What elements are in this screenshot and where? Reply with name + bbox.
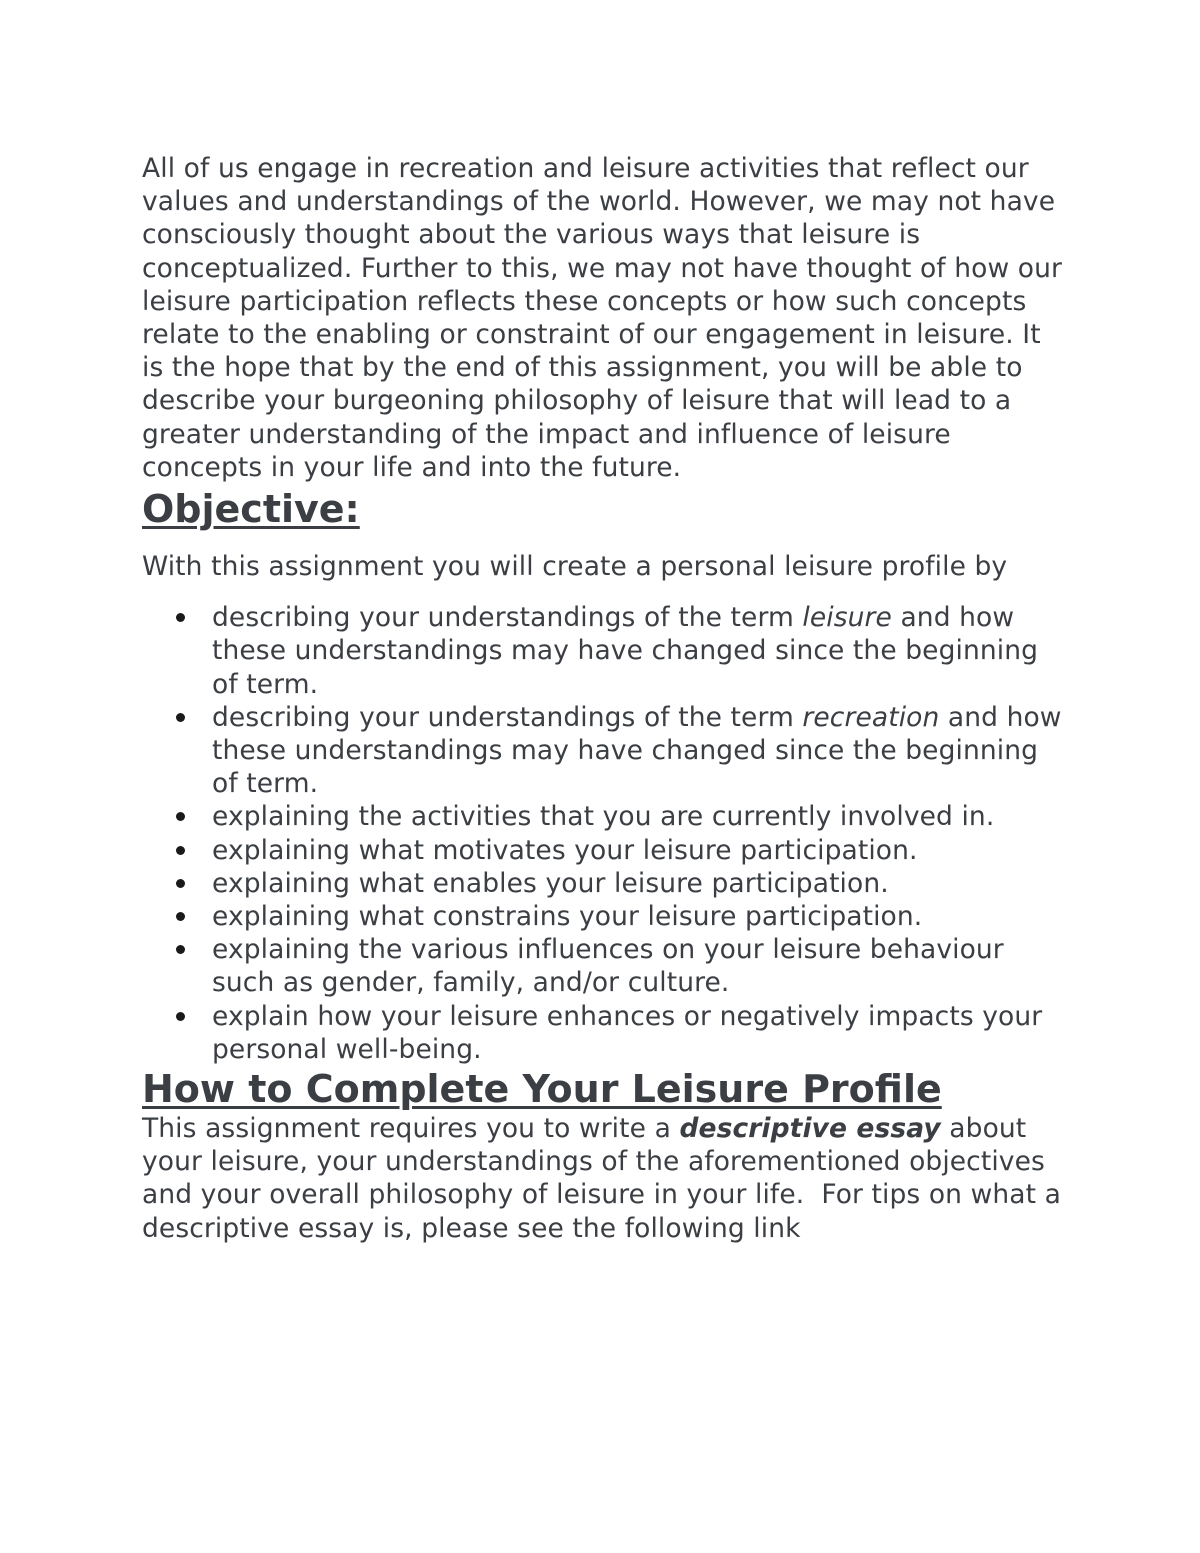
bullet-icon: [176, 713, 185, 722]
howto-heading: How to Complete Your Leisure Profile: [142, 1067, 942, 1112]
list-item: explain how your leisure enhances or negatively impacts your personal well-being.: [212, 1000, 1062, 1066]
objective-intro: With this assignment you will create a personal leisure profile by: [142, 551, 1008, 583]
list-item: explaining what constrains your leisure participation.: [212, 900, 1062, 933]
bullet-icon: [176, 812, 185, 821]
list-item: explaining what enables your leisure participation.: [212, 867, 1062, 900]
bullet-icon: [176, 912, 185, 921]
bullet-icon: [176, 846, 185, 855]
howto-paragraph: This assignment requires you to write a descriptive essay about your leisure, your understandings of the aforementioned objectives and your overall philosophy of leisure in your life. For tips on what a descriptive essay is, please see the following link: [142, 1113, 1061, 1244]
list-item: explaining the various influences on your leisure behaviour such as gender, family, and/or culture.: [212, 933, 1062, 999]
intro-paragraph: All of us engage in recreation and leisure activities that reflect our values and understandings of the world. However, we may not have consciously thought about the various ways that leisure is conceptualized. Further to this, we may not have thought of how our leisure participation reflects these concepts or how such concepts relate to the enabling or constraint of our engagement in leisure. It is the hope that by the end of this assignment, you will be able to describe your burgeoning philosophy of leisure that will lead to a greater understanding of the impact and influence of leisure concepts in your life and into the future.: [142, 153, 1062, 483]
list-item: explaining the activities that you are currently involved in.: [212, 800, 1062, 833]
list-item: describing your understandings of the term recreation and how these understandings may have changed since the beginning of term.: [212, 701, 1062, 801]
document-page: [142, 152, 1062, 1245]
bullet-icon: [176, 613, 185, 622]
objective-list: [142, 601, 1062, 1066]
bullet-icon: [176, 1012, 185, 1021]
bullet-icon: [176, 879, 185, 888]
objective-heading: Objective:: [142, 487, 360, 532]
emphasis-text: descriptive essay: [679, 1113, 941, 1145]
bullet-icon: [176, 945, 185, 954]
list-item: explaining what motivates your leisure participation.: [212, 834, 1062, 867]
list-item: describing your understandings of the term leisure and how these understandings may have changed since the beginning of term.: [212, 601, 1062, 701]
